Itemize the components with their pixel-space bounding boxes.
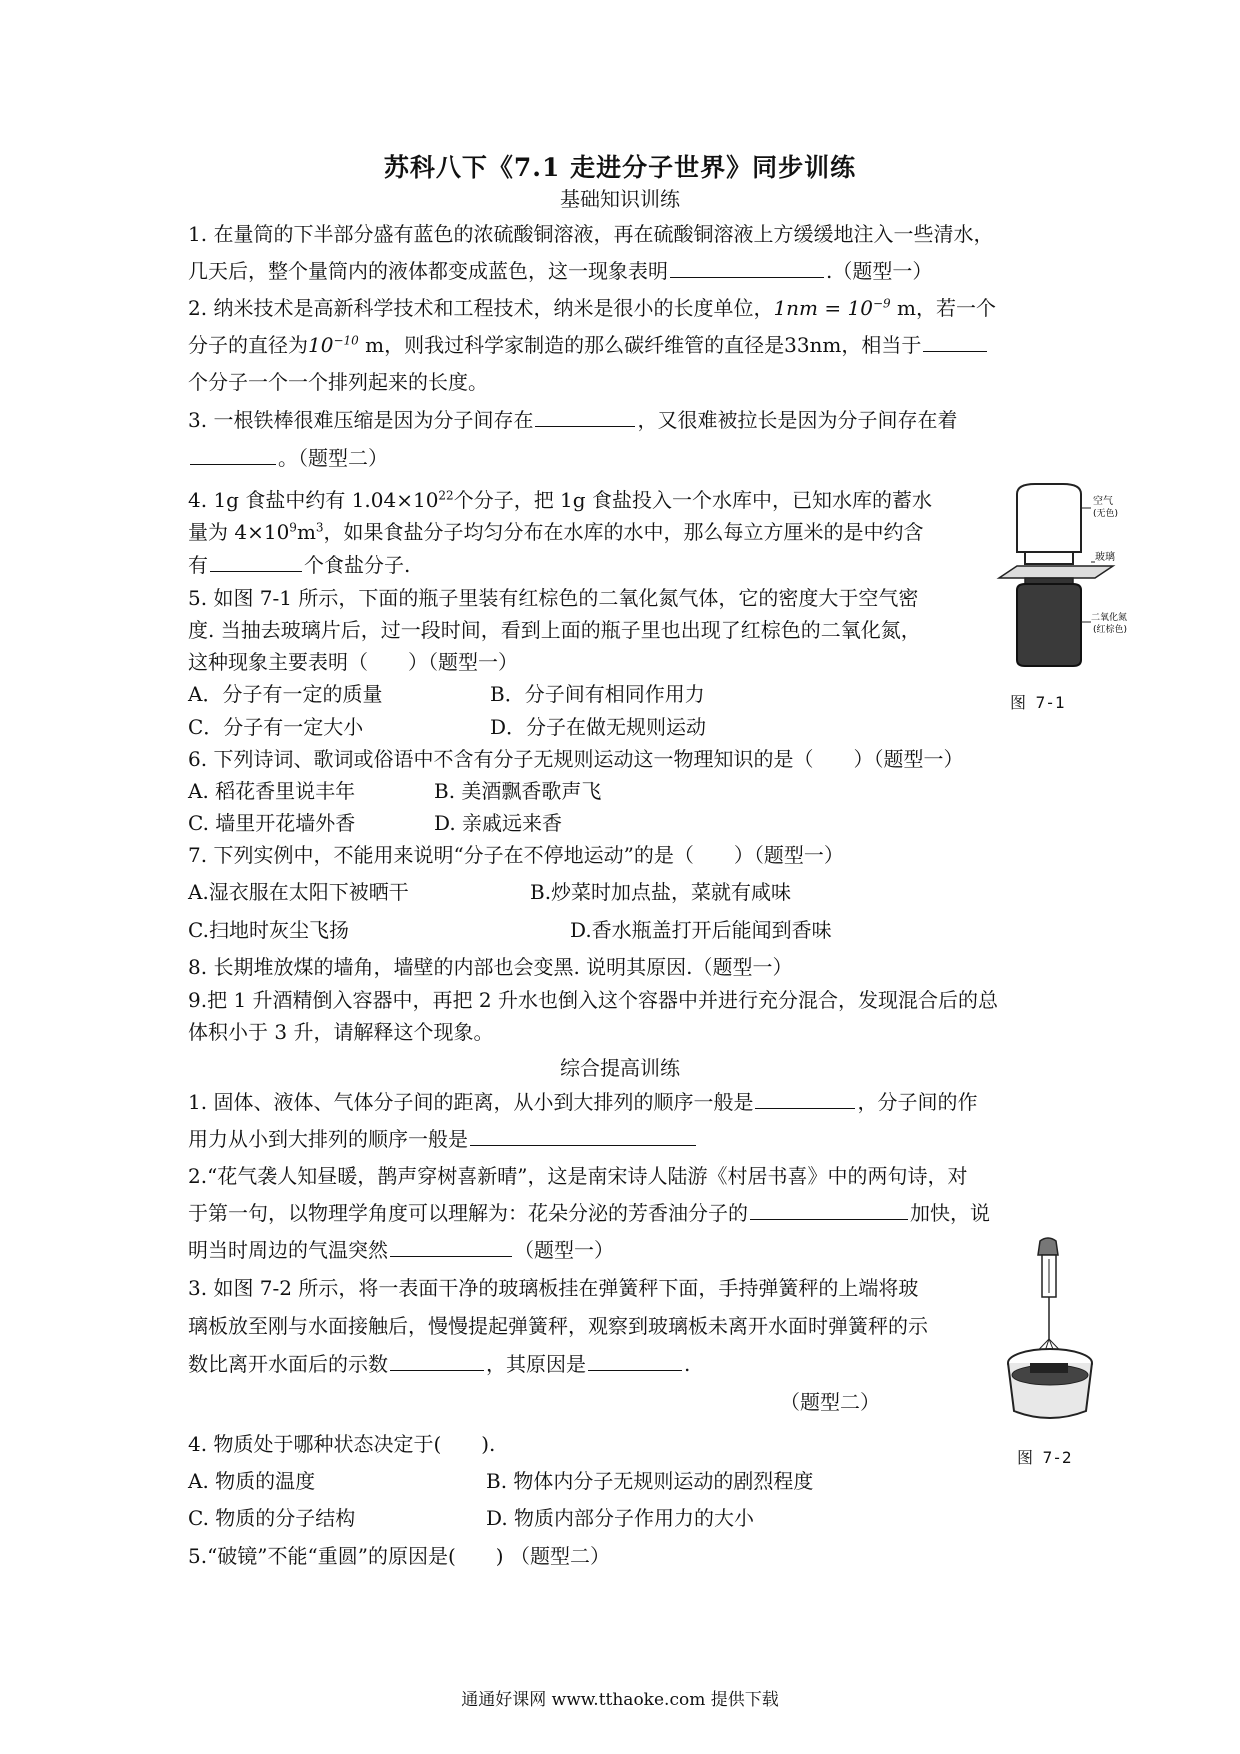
basic-q3-text: 3. 一根铁棒很难压缩是因为分子间存在 (188, 408, 534, 432)
basic-q8-stem: 8. 长期堆放煤的墙角，墙壁的内部也会变黑. 说明其原因.（题型一） (188, 955, 793, 979)
basic-q5-option-d: D．分子在做无规则运动 (490, 715, 707, 739)
answer-blank (923, 333, 987, 352)
basic-q9-line1: 9.把 1 升酒精倒入容器中，再把 2 升水也倒入这个容器中并进行充分混合，发现混合后的总 (188, 988, 998, 1012)
answer-blank (190, 446, 276, 465)
basic-q2-text: 2. 纳米技术是高新科学技术和工程技术，纳米是很小的长度单位， (188, 296, 774, 320)
formula-nm: $1nm = 10^{-9}$ (773, 296, 891, 320)
section-heading-advanced: 综合提高训练 (560, 1056, 680, 1080)
basic-q1-line1: 1. 在量筒的下半部分盛有蓝色的浓硫酸铜溶液，再在硫酸铜溶液上方缓缓地注入一些清水， (188, 222, 994, 246)
basic-q2-line1 (188, 296, 996, 320)
basic-q3-text2: ，又很难被拉长是因为分子间存在着 (637, 408, 958, 432)
adv-q3-line3: 数比离开水面后的示数 ，其原因是 . (188, 1352, 691, 1376)
basic-q1-text: 几天后，整个量筒内的液体都变成蓝色，这一现象表明 (188, 259, 668, 283)
basic-q4-line3: 有 个食盐分子. (188, 553, 411, 577)
basic-q5-line1: 5. 如图 7-1 所示，下面的瓶子里装有红棕色的二氧化氮气体，它的密度大于空气密 (188, 586, 919, 610)
answer-blank (210, 553, 302, 572)
adv-q4-option-d: D. 物质内部分子作用力的大小 (486, 1506, 755, 1530)
adv-q2-line3: 明当时周边的气温突然 （题型一） (188, 1238, 614, 1262)
basic-q7-option-c: C.扫地时灰尘飞扬 (188, 918, 349, 942)
basic-q3-tail: 。（题型二） (278, 446, 388, 470)
section-heading-basic: 基础知识训练 (560, 187, 680, 211)
adv-q2-line2: 于第一句，以物理学角度可以理解为：花朵分泌的芳香油分子的 加快，说 (188, 1201, 990, 1225)
basic-q7-option-d: D.香水瓶盖打开后能闻到香味 (570, 918, 832, 942)
figure-7-1-illustration (995, 480, 1130, 680)
basic-q3-line2 (188, 446, 388, 470)
answer-blank (535, 408, 635, 427)
basic-q5-line3: 这种现象主要表明（ ）（题型一） (188, 650, 518, 674)
basic-q5-line2: 度. 当抽去玻璃片后，过一段时间，看到上面的瓶子里也出现了红棕色的二氧化氮， (188, 618, 921, 642)
basic-q7-option-b: B.炒菜时加点盐，菜就有咸味 (530, 880, 792, 904)
adv-q5-stem: 5.“破镜”不能“重圆”的原因是( ) （题型二） (188, 1544, 610, 1568)
basic-q4-line2: 量为 $4\times 10^9m^3$，如果食盐分子均匀分布在水库的水中，那么每立方厘米的是中约含 (188, 520, 924, 544)
basic-q5-option-a: A．分子有一定的质量 (188, 682, 383, 706)
label-air: 空气 (1093, 496, 1113, 507)
basic-q2-line3: 个分子一个一个排列起来的长度。 (188, 370, 488, 394)
adv-q4-stem: 4. 物质处于哪种状态决定于( ). (188, 1432, 496, 1456)
figure-7-2-illustration (1000, 1235, 1110, 1435)
adv-q3-type: （题型二） (780, 1390, 880, 1414)
answer-blank (470, 1127, 696, 1146)
label-no2: 二氧化氮 (1091, 613, 1128, 623)
basic-q6-option-a: A. 稻花香里说丰年 (188, 779, 356, 803)
page-footer: 通通好课网 www.tthaoke.com 提供下载 (461, 1690, 779, 1710)
adv-q1-line2: 用力从小到大排列的顺序一般是 (188, 1127, 698, 1151)
answer-blank (755, 1090, 855, 1109)
basic-q2-tail: m，若一个 (890, 296, 996, 320)
adv-q4-option-c: C. 物质的分子结构 (188, 1506, 356, 1530)
basic-q1-tail: .（题型一） (826, 259, 933, 283)
basic-q7-option-a: A.湿衣服在太阳下被晒干 (188, 880, 409, 904)
basic-q7-stem: 7. 下列实例中，不能用来说明“分子在不停地运动”的是（ ）（题型一） (188, 843, 844, 867)
basic-q2-line2 (188, 333, 989, 357)
figure-7-2-caption: 图 7-2 (1017, 1448, 1072, 1467)
answer-blank (750, 1201, 908, 1220)
figure-7-1-caption: 图 7-1 (1010, 693, 1065, 712)
basic-q5-option-c: C．分子有一定大小 (188, 715, 364, 739)
answer-blank (588, 1352, 682, 1371)
adv-q3-line2: 璃板放至刚与水面接触后，慢慢提起弹簧秤，观察到玻璃板未离开水面时弹簧秤的示 (188, 1314, 928, 1338)
adv-q3-line1: 3. 如图 7-2 所示，将一表面干净的玻璃板挂在弹簧秤下面，手持弹簧秤的上端将玻 (188, 1276, 919, 1300)
basic-q6-stem: 6. 下列诗词、歌词或俗语中不含有分子无规则运动这一物理知识的是（ ）（题型一） (188, 747, 964, 771)
adv-q4-option-b: B. 物体内分子无规则运动的剧烈程度 (486, 1469, 814, 1493)
adv-q1-line1: 1. 固体、液体、气体分子间的距离，从小到大排列的顺序一般是 ，分子间的作 (188, 1090, 978, 1114)
adv-q4-option-a: A. 物质的温度 (188, 1469, 316, 1493)
answer-blank (390, 1352, 484, 1371)
basic-q3-line1 (188, 408, 957, 432)
basic-q5-option-b: B．分子间有相同作用力 (490, 682, 705, 706)
basic-q6-option-b: B. 美酒飘香歌声飞 (434, 779, 602, 803)
basic-q1-line2 (188, 259, 932, 283)
answer-blank (670, 259, 824, 278)
basic-q2-text3: m，则我过科学家制造的那么碳纤维管的直径是33nm，相当于 (358, 333, 922, 357)
label-no2-note: (红棕色) (1093, 625, 1128, 635)
basic-q2-text2: 分子的直径为 (188, 333, 308, 357)
adv-q2-line1: 2.“花气袭人知昼暖，鹊声穿树喜新晴”，这是南宋诗人陆游《村居书喜》中的两句诗，对 (188, 1164, 968, 1188)
basic-q6-option-c: C. 墙里开花墙外香 (188, 811, 356, 835)
page-title: 苏科八下《7.1 走进分子世界》同步训练 (383, 153, 857, 182)
answer-blank (390, 1238, 512, 1257)
label-glass: 玻璃 (1095, 552, 1115, 563)
basic-q6-option-d: D. 亲戚远来香 (434, 811, 563, 835)
formula-diameter: $10^{-10}$ (308, 333, 359, 357)
basic-q4-line1: 4. 1g 食盐中约有 $1.04\times 10^{22}$个分子，把 1g 食盐投入一个水库中，已知水库的蓄水 (188, 488, 932, 512)
basic-q9-line2: 体积小于 3 升，请解释这个现象。 (188, 1020, 494, 1044)
label-air-note: (无色) (1093, 509, 1119, 519)
